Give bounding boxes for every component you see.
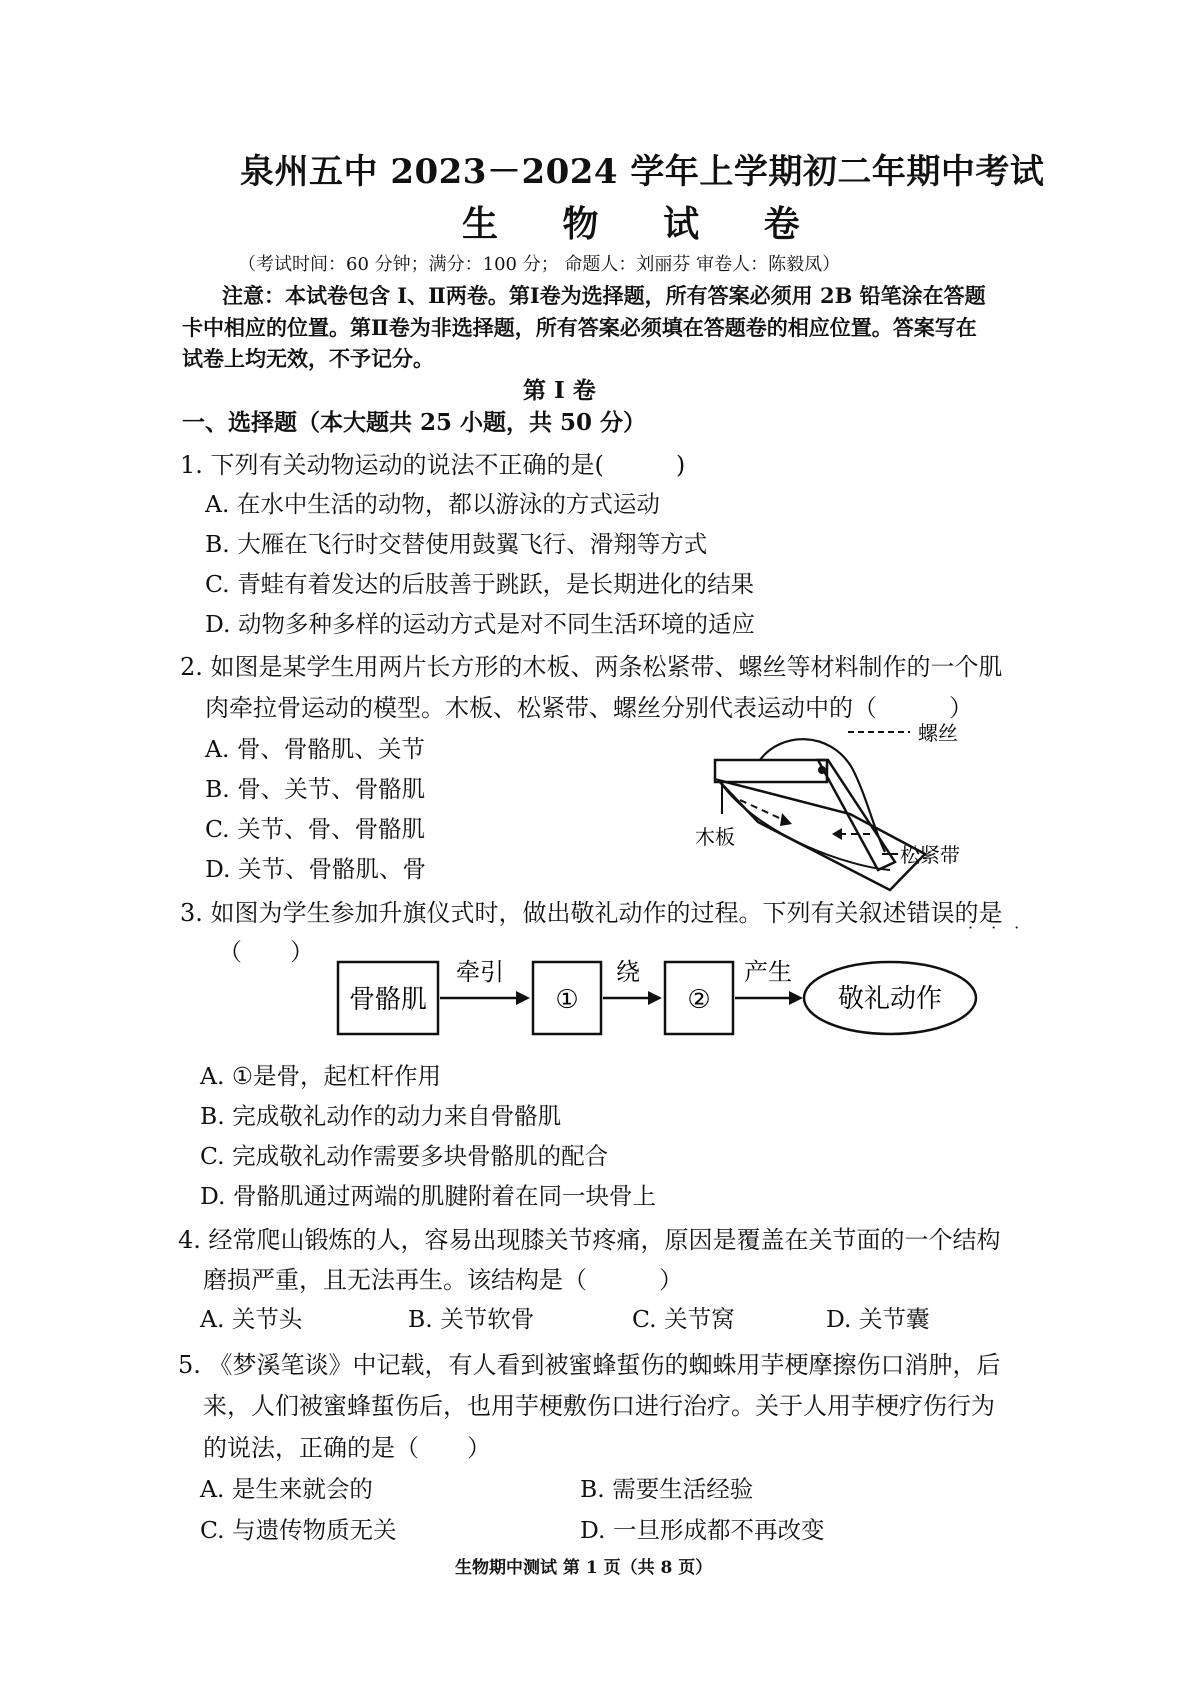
question-1-option-d: D. 动物多种多样的运动方式是对不同生活环境的适应 [205, 610, 755, 638]
section-heading: 一、选择题（本大题共 25 小题，共 50 分） [182, 409, 647, 436]
question-2-stem-line-2: 肉牵拉骨运动的模型。木板、松紧带、螺丝分别代表运动中的（ ） [205, 694, 973, 722]
figure-label-band: 松紧带 [900, 843, 960, 867]
question-1-option-a: A. 在水中生活的动物，都以游泳的方式运动 [205, 490, 660, 518]
figure-label-board: 木板 [695, 825, 735, 849]
question-2-option-b: B. 骨、关节、骨骼肌 [205, 775, 426, 803]
notice-line-3: 试卷上均无效，不予记分。 [182, 346, 434, 371]
exam-subtitle: 生 物 试 卷 [462, 203, 826, 245]
question-4-option-c: C. 关节窝 [632, 1305, 735, 1333]
question-1-stem: 1. 下列有关动物运动的说法不正确的是( ) [180, 451, 686, 479]
figure-label-screw: 螺丝 [918, 721, 958, 745]
question-3-stem-line-2: （ ） [218, 938, 314, 966]
flow-box-1-label: 骨骼肌 [348, 985, 428, 1015]
question-4-stem-line-2: 磨损严重，且无法再生。该结构是（ ） [203, 1266, 683, 1294]
question-4-option-d: D. 关节囊 [826, 1305, 930, 1333]
flow-arrow-2-label: 绕 [616, 958, 640, 986]
question-5-stem-line-1: 5. 《梦溪笔谈》中记载，有人看到被蜜蜂蜇伤的蜘蛛用芋梗摩擦伤口消肿，后 [178, 1351, 1001, 1379]
question-5-stem-line-3: 的说法，正确的是（ ） [203, 1434, 491, 1462]
question-1-option-c: C. 青蛙有着发达的后肢善于跳跃，是长期进化的结果 [205, 570, 755, 598]
question-2-option-a: A. 骨、骨骼肌、关节 [205, 735, 425, 763]
question-3-option-c: C. 完成敬礼动作需要多块骨骼肌的配合 [200, 1142, 609, 1170]
question-3-option-d: D. 骨骼肌通过两端的肌腱附着在同一块骨上 [200, 1182, 656, 1210]
muscle-model-figure [695, 721, 1050, 897]
question-4-option-b: B. 关节软骨 [408, 1305, 535, 1333]
notice-line-2: 卡中相应的位置。第Ⅱ卷为非选择题，所有答案必须填在答题卷的相应位置。答案写在 [182, 315, 977, 340]
question-5-option-c: C. 与遗传物质无关 [200, 1516, 397, 1544]
flow-ellipse-label: 敬礼动作 [837, 984, 943, 1014]
question-3-option-b: B. 完成敬礼动作的动力来自骨骼肌 [200, 1102, 562, 1130]
flow-arrow-1-label: 牵引 [456, 958, 504, 986]
flow-box-2-label: ① [555, 985, 579, 1015]
notice-line-1: 注意：本试卷包含 Ⅰ、Ⅱ两卷。第Ⅰ卷为选择题，所有答案必须用 2B 铅笔涂在答题 [222, 283, 986, 308]
question-5-option-a: A. 是生来就会的 [200, 1475, 373, 1503]
upper-board-shape [715, 760, 827, 782]
question-5-stem-line-2: 来，人们被蜜蜂蜇伤后，也用芋梗敷伤口进行治疗。关于人用芋梗疗伤行为 [203, 1392, 995, 1420]
lower-board-shape [718, 780, 925, 890]
exam-info: （考试时间：60 分钟；满分：100 分； 命题人：刘丽芬 审卷人：陈毅凤） [238, 254, 841, 275]
flow-arrow-3-label: 产生 [744, 958, 792, 986]
salute-flow-diagram [330, 950, 1010, 1045]
question-2-option-c: C. 关节、骨、骨骼肌 [205, 815, 426, 843]
exam-title: 泉州五中 2023－2024 学年上学期初二年期中考试 [240, 152, 1045, 192]
question-5-option-b: B. 需要生活经验 [580, 1475, 754, 1503]
question-4-option-a: A. 关节头 [200, 1305, 303, 1333]
emphasis-dots: ··· [968, 918, 1038, 937]
screw-dot [818, 766, 826, 774]
question-1-option-b: B. 大雁在飞行时交替使用鼓翼飞行、滑翔等方式 [205, 530, 708, 558]
question-4-stem-line-1: 4. 经常爬山锻炼的人，容易出现膝关节疼痛，原因是覆盖在关节面的一个结构 [178, 1226, 1001, 1254]
question-2-stem-line-1: 2. 如图是某学生用两片长方形的木板、两条松紧带、螺丝等材料制作的一个肌 [180, 653, 1003, 681]
volume-heading: 第 Ⅰ 卷 [523, 377, 596, 404]
flow-box-3-label: ② [687, 985, 711, 1015]
question-5-option-d: D. 一旦形成都不再改变 [580, 1516, 825, 1544]
question-3-option-a: A. ①是骨，起杠杆作用 [200, 1062, 441, 1090]
question-2-option-d: D. 关节、骨骼肌、骨 [205, 855, 426, 883]
question-3-stem-line-1: 3. 如图为学生参加升旗仪式时，做出敬礼动作的过程。下列有关叙述错误的是 [180, 899, 1003, 927]
page-footer: 生物期中测试 第 1 页（共 8 页） [455, 1558, 713, 1578]
